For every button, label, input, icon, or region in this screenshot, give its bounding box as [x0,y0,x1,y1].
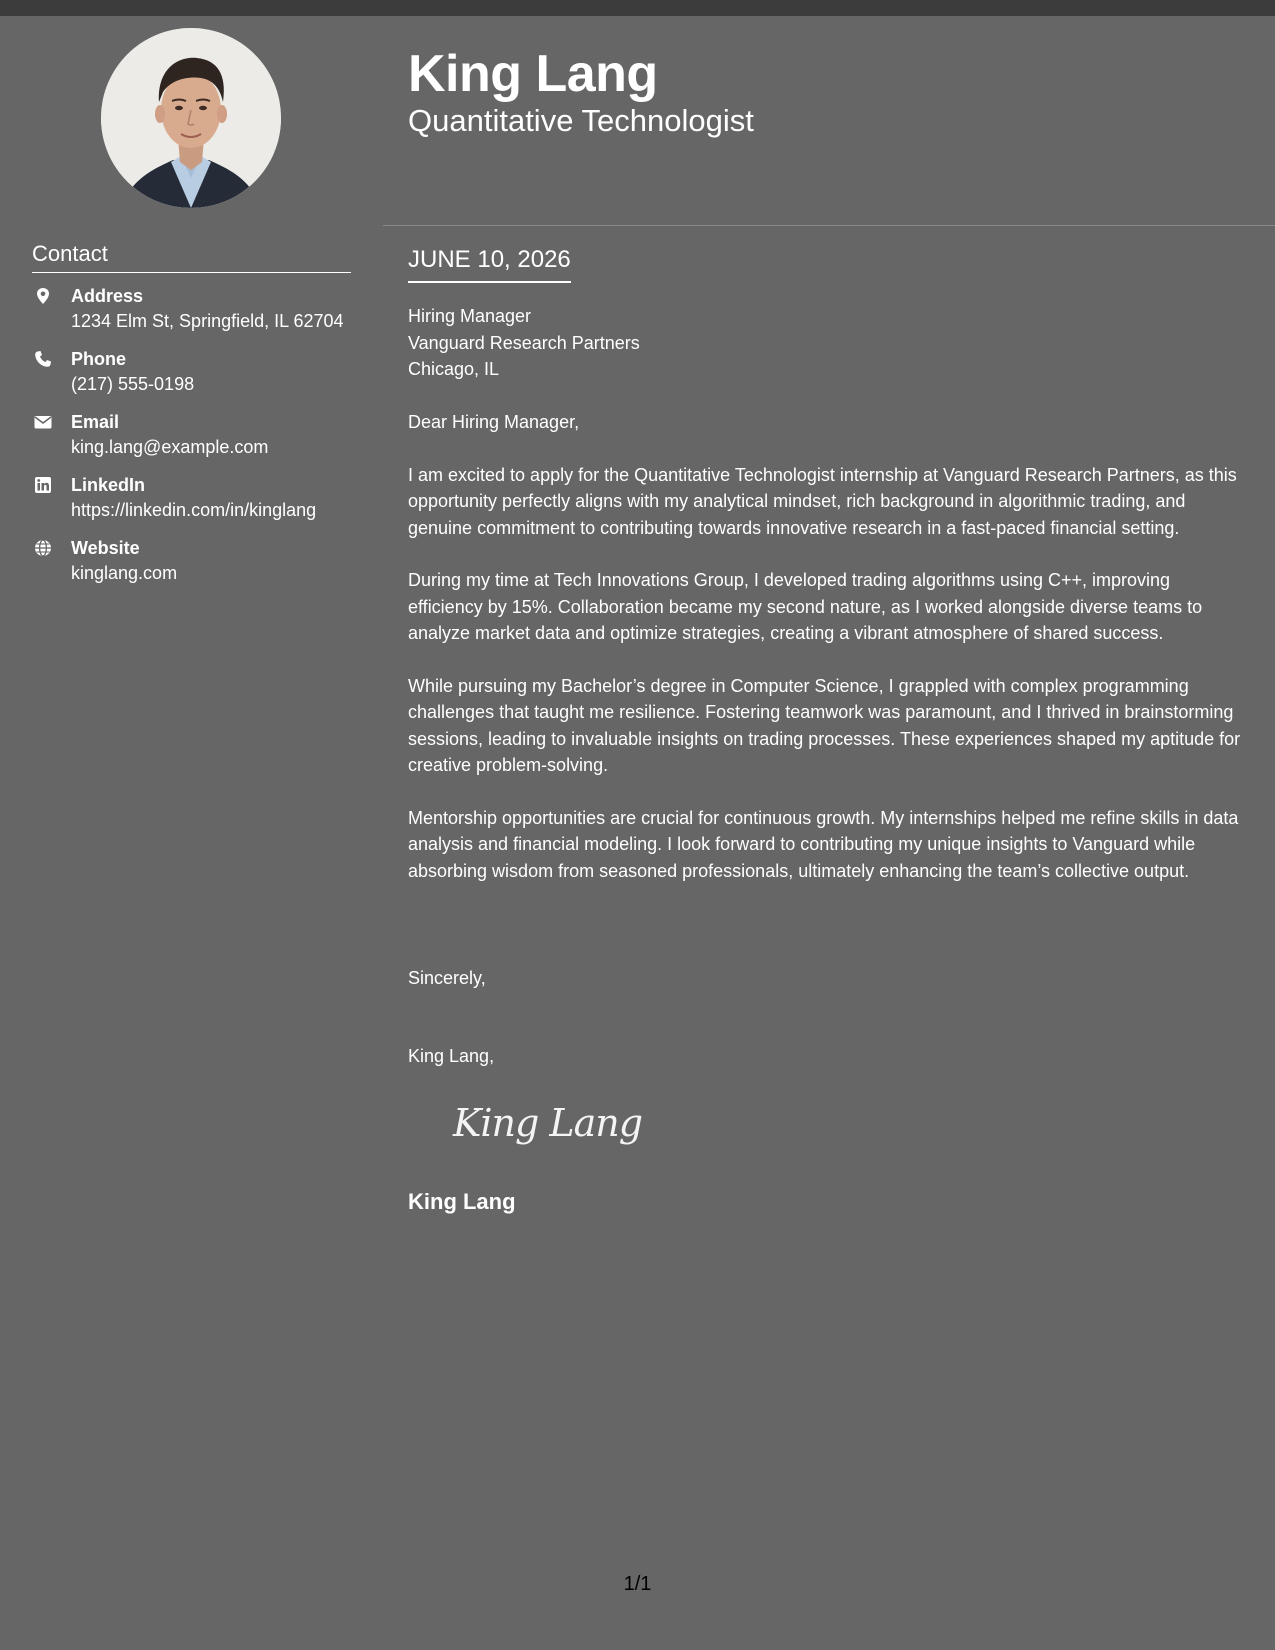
profile-photo [101,28,281,208]
contact-label: LinkedIn [71,475,146,495]
contact-label: Website [71,538,140,558]
linkedin-icon [34,476,52,494]
recipient-line: Chicago, IL [408,359,500,379]
page-number: 1/1 [623,1573,652,1595]
phone-icon [34,350,52,368]
phone-value: (217) 555-0198 [71,374,195,394]
contact-item-phone [32,348,362,411]
address-value: 1234 Elm St, Springfield, IL 62704 [71,311,344,331]
contact-item-website [32,537,362,600]
website-link[interactable]: kinglang.com [71,563,178,583]
letter-date: JUNE 10, 2026 [408,245,571,283]
recipient-block [408,303,640,383]
contact-label: Email [71,412,120,432]
globe-icon [34,539,52,557]
contact-item-email [32,411,362,474]
letter-paragraph: While pursuing my Bachelor’s degree in Computer Science, I grappled with complex programming challenges that taught me resilience. Fostering teamwork was paramount, and I thrived in brainstorming sessions, leading to invaluable insights on trading processes. These experiences shaped my aptitude for creative problem-solving. [408,675,1241,775]
header-divider [383,225,1275,226]
envelope-icon [34,413,52,431]
recipient-line: Vanguard Research Partners [408,332,640,353]
letter-paragraph: During my time at Tech Innovations Group, I developed trading algorithms using C++, improving efficiency by 15%. Collaboration became my second nature, as I worked alongside diverse teams to analyze market data and optimize strategies, creating a vibrant atmosphere of shared success. [408,570,1203,643]
closing: Sincerely, [408,968,486,988]
top-bar [0,0,1275,16]
contact-label: Phone [71,349,127,369]
salutation: Dear Hiring Manager, [408,412,580,432]
linkedin-link[interactable]: https://linkedin.com/in/kinglang [71,500,317,520]
applicant-name: King Lang [408,45,658,103]
contact-list [32,285,362,600]
email-link[interactable]: king.lang@example.com [71,437,269,457]
contact-item-linkedin [32,474,362,537]
signed-name: King Lang [408,1189,516,1214]
contact-item-address [32,285,362,348]
contact-heading: Contact [32,240,351,273]
contact-label: Address [71,286,144,306]
job-title: Quantitative Technologist [408,103,754,138]
recipient-line: Hiring Manager [408,306,532,326]
signature: King Lang [453,1101,643,1145]
letter-body [408,409,1248,910]
letter-paragraph: Mentorship opportunities are crucial for continuous growth. My internships helped me refine skills in data analysis and financial modeling. I look forward to contributing my unique insights to Vanguard while absorbing wisdom from seasoned professionals, ultimately enhancing the team’s collective output. [408,807,1239,881]
letter-paragraph: I am excited to apply for the Quantitative Technologist internship at Vanguard Research Partners, as this opportunity perfectly aligns with my analytical mindset, rich background in algorithmic trading, and genuine commitment to contributing towards innovative research in a fast-paced financial setting. [408,464,1237,538]
signoff: King Lang, [408,1046,495,1066]
map-pin-icon [34,287,52,305]
